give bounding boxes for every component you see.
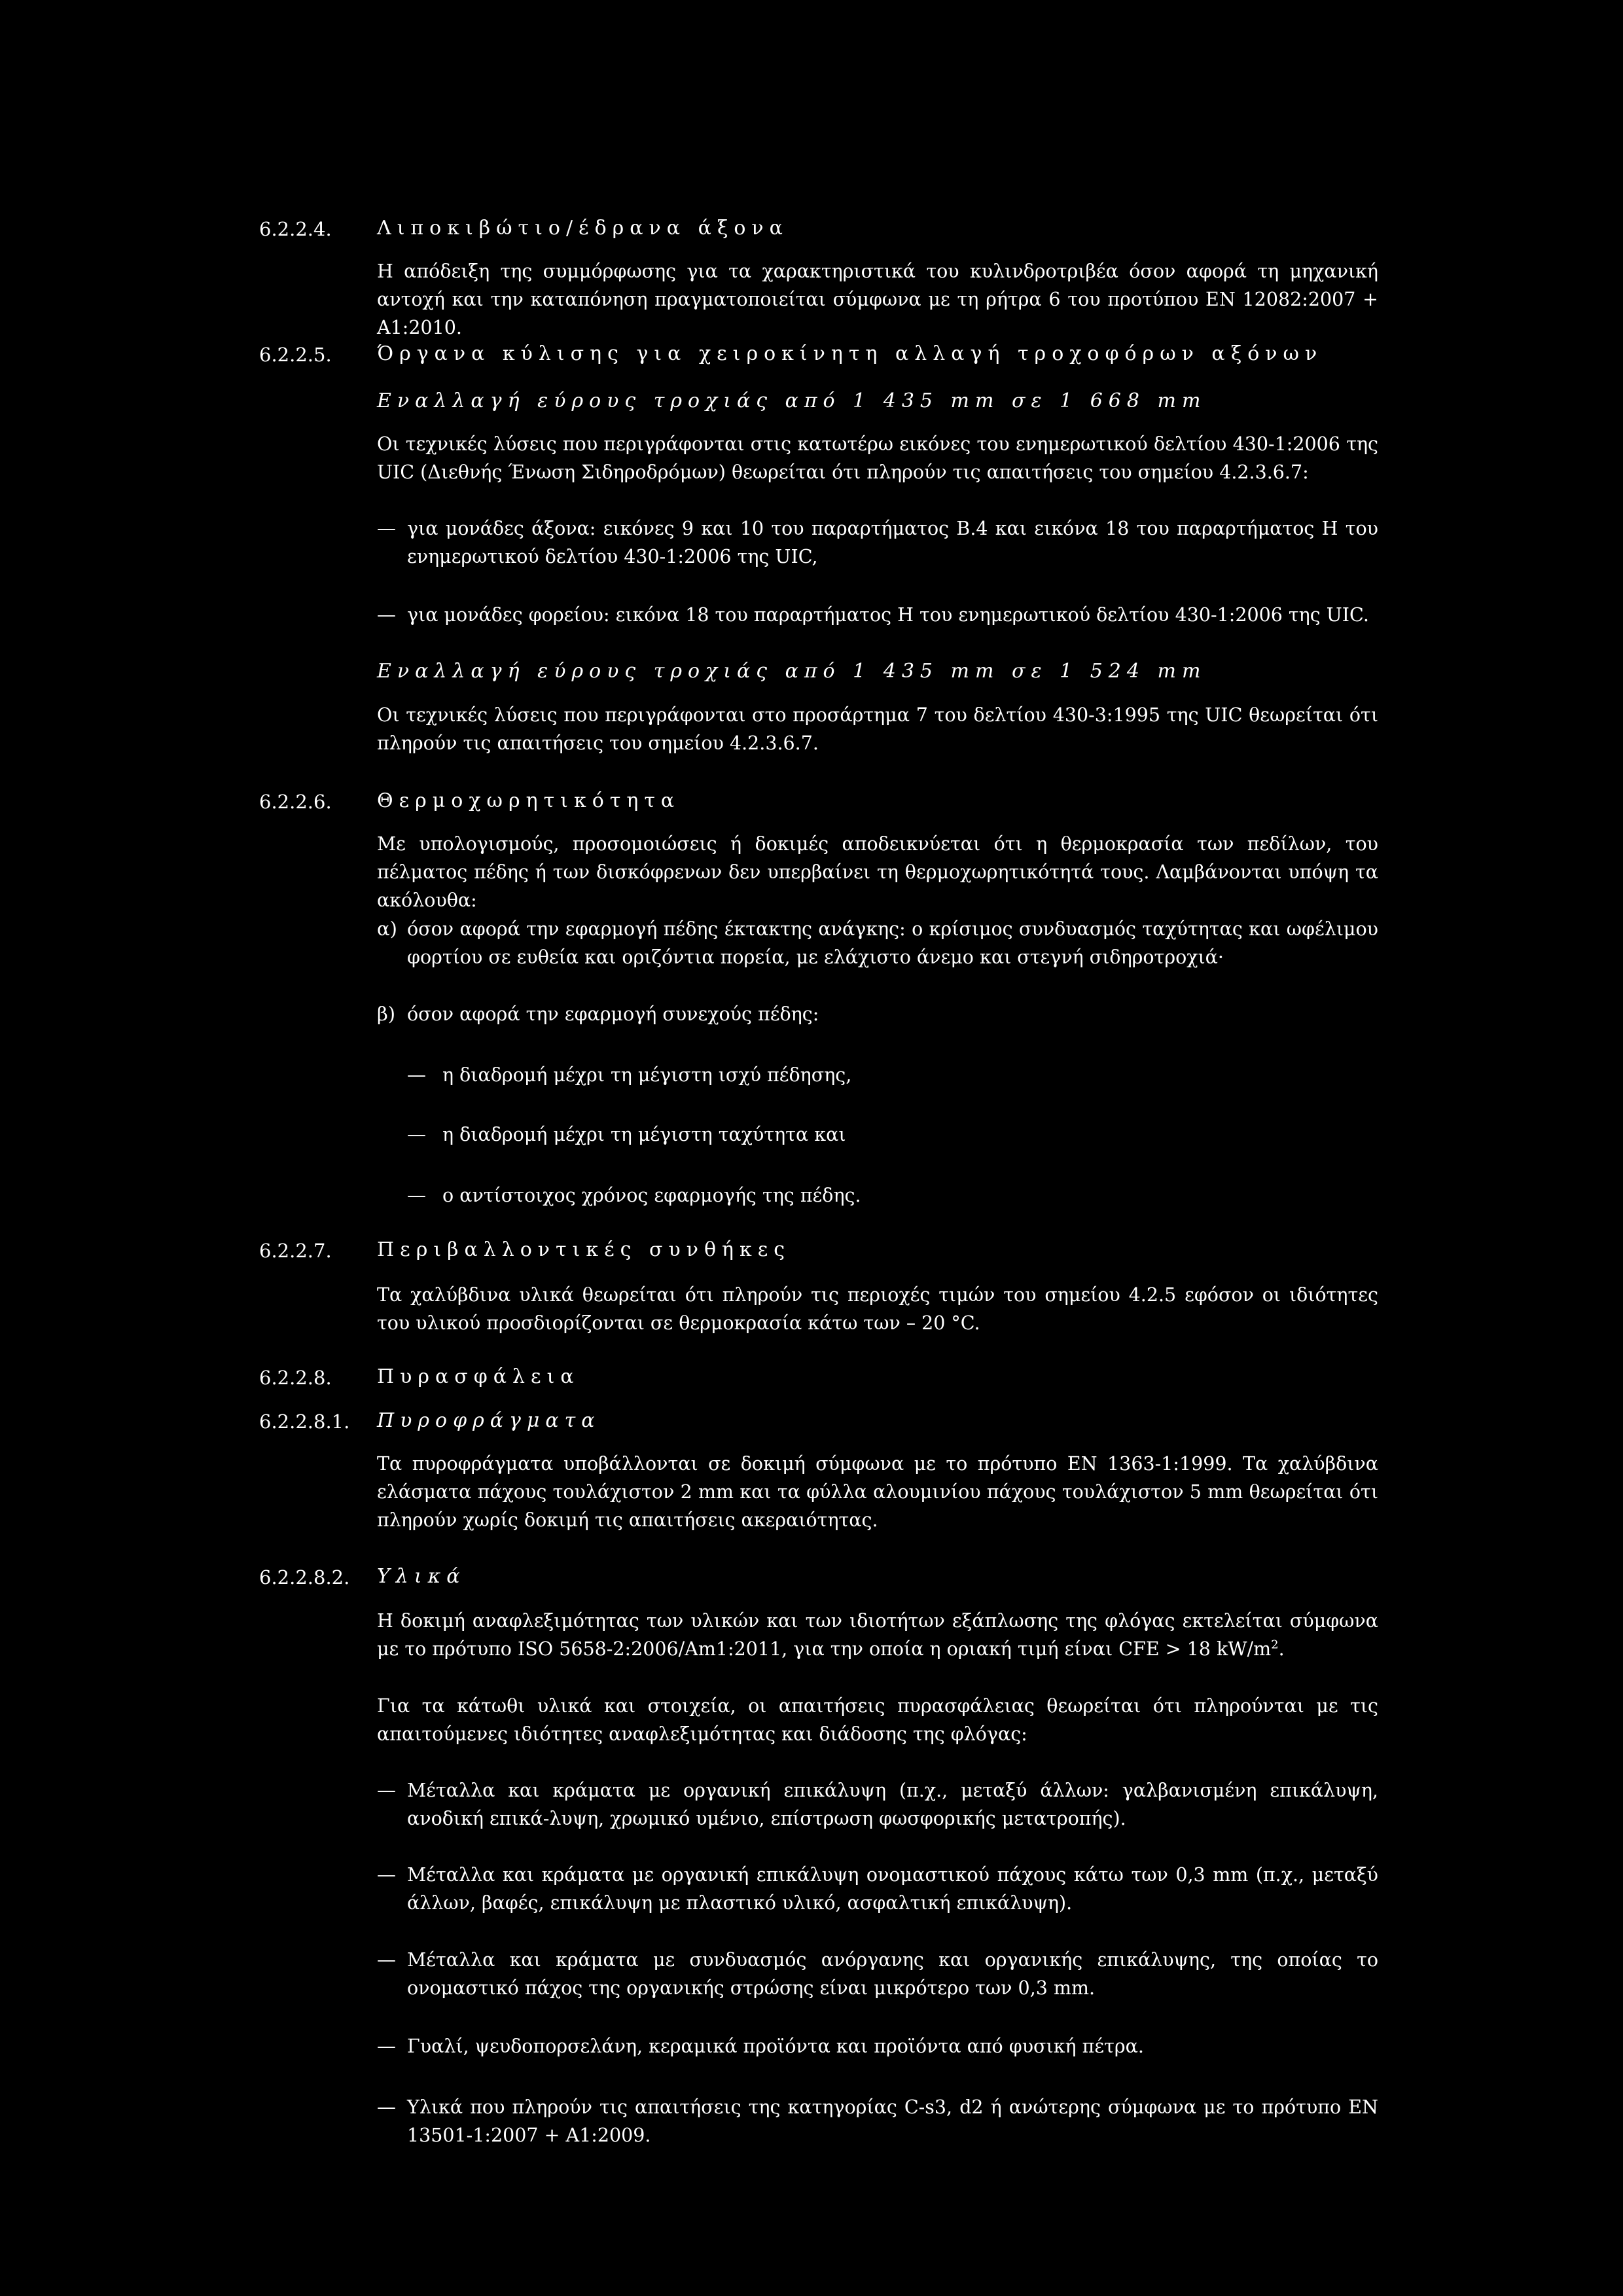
dash-bullet: —: [407, 1123, 426, 1145]
superscript: 2: [1271, 1638, 1279, 1652]
list-item: ο αντίστοιχος χρόνος εφαρμογής της πέδης.: [442, 1185, 861, 1206]
section-number: 6.2.2.8.: [259, 1367, 332, 1389]
section-number: 6.2.2.7.: [259, 1240, 332, 1262]
list-item: η διαδρομή μέχρι τη μέγιστη ισχύ πέδησης,: [442, 1064, 852, 1086]
section-heading: Θερμοχωρητικότητα: [377, 789, 681, 812]
subsection-heading: Εναλλαγή εύρους τροχιάς από 1 435 mm σε 1 668 mm: [377, 389, 1207, 412]
dash-bullet: —: [407, 1064, 426, 1086]
dash-bullet: —: [377, 603, 396, 626]
section-number: 6.2.2.6.: [259, 791, 332, 813]
paragraph: Τα χαλύβδινα υλικά θεωρείται ότι πληρούν τις περιοχές τιμών του σημείου 4.2.5 εφόσον οι ιδιότητες του υλικού προσδιορίζονται σε θερμοκρασία κάτω των – 20 °C.: [377, 1284, 1378, 1334]
list-item: για μονάδες άξονα: εικόνες 9 και 10 του παραρτήματος B.4 και εικόνα 18 του παραρτήματος H του ενημερωτικού δελτίου 430-1:2006 της UIC,: [407, 518, 1378, 567]
list-item: όσον αφορά την εφαρμογή συνεχούς πέδης:: [407, 1003, 819, 1025]
dash-bullet: —: [377, 1948, 396, 1971]
list-item: όσον αφορά την εφαρμογή πέδης έκτακτης ανάγκης: ο κρίσιμος συνδυασμός ταχύτητας και ωφέλιμου φορτίου σε ευθεία και οριζόντια πορεία, με ελάχιστο άνεμο και στεγνή σιδηροτροχιά·: [407, 918, 1378, 968]
dash-bullet: —: [377, 2035, 396, 2057]
section-heading: Πυροφράγματα: [377, 1409, 601, 1432]
list-item: Μέταλλα και κράματα με οργανική επικάλυψη ονομαστικού πάχους κάτω των 0,3 mm (π.χ., μεταξύ άλλων, βαφές, επικάλυψη με πλαστικό υλικό, ασφαλτική επικάλυψη).: [407, 1864, 1378, 1914]
section-number: 6.2.2.5.: [259, 344, 332, 366]
list-item: Μέταλλα και κράματα με οργανική επικάλυψη (π.χ., μεταξύ άλλων: γαλβανισμένη επικάλυψη, ανοδική επικά-λυψη, χρωμικό υμένιο, επίστρωση φωσφορικής μετατροπής).: [407, 1780, 1378, 1829]
section-heading: Πυρασφάλεια: [377, 1365, 580, 1388]
list-item: η διαδρομή μέχρι τη μέγιστη ταχύτητα και: [442, 1124, 846, 1145]
paragraph: Τα πυροφράγματα υποβάλλονται σε δοκιμή σύμφωνα με το πρότυπο EN 1363-1:1999. Τα χαλύβδινα ελάσματα πάχους τουλάχιστον 2 mm και τα φύλλα αλουμινίου πάχους τουλάχιστον 5 mm θεωρείται ότι πληρούν χωρίς δοκιμή τις απαιτήσεις ακεραιότητας.: [377, 1453, 1378, 1531]
section-heading: Όργανα κύλισης για χειροκίνητη αλλαγή τροχοφόρων αξόνων: [377, 342, 1323, 365]
paragraph-text: Η δοκιμή αναφλεξιμότητας των υλικών και των ιδιοτήτων εξάπλωσης της φλόγας εκτελείται σύμφωνα με το πρότυπο ISO 5658-2:2006/Am1:2011, για την οποία η οριακή τιμή είναι CFE > 18 kW/m: [377, 1610, 1378, 1660]
list-item: Γυαλί, ψευδοπορσελάνη, κεραμικά προϊόντα και προϊόντα από φυσική πέτρα.: [407, 2036, 1144, 2057]
section-number: 6.2.2.8.2.: [259, 1566, 350, 1588]
subsection-heading: Εναλλαγή εύρους τροχιάς από 1 435 mm σε 1 524 mm: [377, 660, 1207, 683]
list-item: Μέταλλα και κράματα με συνδυασμός ανόργανης και οργανικής επικάλυψης, της οποίας το ονομαστικό πάχος της οργανικής στρώσης είναι μικρότερο των 0,3 mm.: [407, 1949, 1378, 1999]
dash-bullet: —: [377, 517, 396, 539]
list-item: Υλικά που πληρούν τις απαιτήσεις της κατηγορίας C-s3, d2 ή ανώτερης σύμφωνα με το πρότυπο EN 13501-1:2007 + A1:2009.: [407, 2096, 1378, 2146]
section-number: 6.2.2.4.: [259, 218, 332, 240]
paragraph: Οι τεχνικές λύσεις που περιγράφονται στο προσάρτημα 7 του δελτίου 430-3:1995 της UIC θεωρείται ότι πληρούν τις απαιτήσεις του σημείου 4.2.3.6.7.: [377, 704, 1378, 754]
paragraph: Οι τεχνικές λύσεις που περιγράφονται στις κατωτέρω εικόνες του ενημερωτικού δελτίου 430-1:2006 της UIC (Διεθνής Ένωση Σιδηροδρόμων) θεωρείται ότι πληρούν τις απαιτήσεις του σημείου 4.2.3.6.7:: [377, 433, 1378, 483]
dash-bullet: —: [377, 1779, 396, 1801]
section-heading: Λιποκιβώτιο/έδρανα άξονα: [377, 217, 789, 240]
list-item: για μονάδες φορείου: εικόνα 18 του παραρτήματος H του ενημερωτικού δελτίου 430-1:2006 της UIC.: [407, 604, 1369, 626]
dash-bullet: —: [377, 1863, 396, 1886]
paragraph: [377, 1607, 1378, 1663]
list-label: β): [377, 1003, 396, 1025]
dash-bullet: —: [407, 1184, 426, 1206]
section-heading: Περιβαλλοντικές συνθήκες: [377, 1238, 791, 1261]
dash-bullet: —: [377, 2096, 396, 2118]
paragraph: Με υπολογισμούς, προσομοιώσεις ή δοκιμές αποδεικνύεται ότι η θερμοκρασία των πεδίλων, του πέλματος πέδης ή των δισκόφρενων δεν υπερβαίνει τη θερμοχωρητικότητά τους. Λαμβάνονται υπόψη τα ακόλουθα:: [377, 833, 1378, 911]
section-heading: Υλικά: [377, 1565, 466, 1588]
paragraph: Η απόδειξη της συμμόρφωσης για τα χαρακτηριστικά του κυλινδροτριβέα όσον αφορά τη μηχανική αντοχή και την καταπόνηση πραγματοποιείται σύμφωνα με τη ρήτρα 6 του προτύπου EN 12082:2007 + A1:2010.: [377, 260, 1378, 338]
section-number: 6.2.2.8.1.: [259, 1410, 350, 1433]
paragraph: Για τα κάτωθι υλικά και στοιχεία, οι απαιτήσεις πυρασφάλειας θεωρείται ότι πληρούνται με τις απαιτούμενες ιδιότητες αναφλεξιμότητας και διάδοσης της φλόγας:: [377, 1695, 1378, 1745]
list-label: α): [377, 918, 397, 940]
paragraph-end: .: [1278, 1638, 1285, 1660]
